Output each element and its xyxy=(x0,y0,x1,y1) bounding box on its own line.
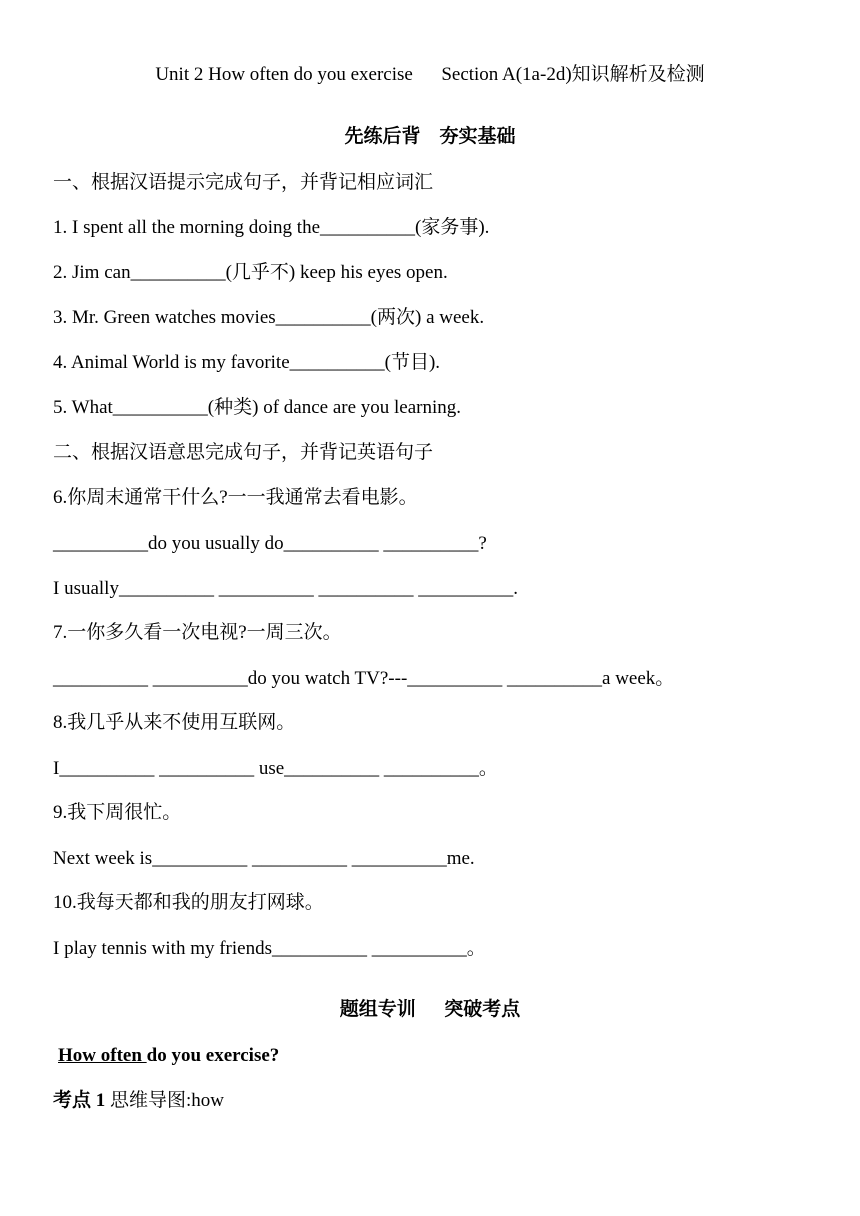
question-9-line: Next week is__________ __________ __________me. xyxy=(53,848,475,869)
key-sentence xyxy=(58,1044,279,1068)
question-4: 4. Animal World is my favorite__________(节目). xyxy=(53,352,441,373)
question-10-line: I play tennis with my friends__________ __________。 xyxy=(53,938,486,959)
doc-title: Unit 2 How often do you exercise Section A(1a-2d)知识解析及检测 xyxy=(155,64,705,85)
part2-heading: 二、根据汉语意思完成句子，并背记英语句子 xyxy=(53,442,434,463)
part1-heading: 一、根据汉语提示完成句子，并背记相应词汇 xyxy=(53,172,434,193)
question-6-line-1: __________do you usually do__________ __________? xyxy=(53,533,487,554)
question-6-line-2: I usually__________ __________ __________ __________. xyxy=(53,578,518,599)
point-1 xyxy=(53,1089,224,1113)
section1-heading: 先练后背 夯实基础 xyxy=(344,126,516,147)
section2-heading: 题组专训 突破考点 xyxy=(339,999,521,1020)
key-sentence-underlined: How often xyxy=(58,1045,147,1066)
question-9-chinese: 9.我下周很忙。 xyxy=(53,802,182,823)
question-1: 1. I spent all the morning doing the__________(家务事). xyxy=(53,217,490,238)
question-10-chinese: 10.我每天都和我的朋友打网球。 xyxy=(53,892,324,913)
question-7-chinese: 7.一你多久看一次电视?一周三次。 xyxy=(53,622,342,643)
question-2: 2. Jim can__________(几乎不) keep his eyes open. xyxy=(53,262,448,283)
question-5: 5. What__________(种类) of dance are you learning. xyxy=(53,397,462,418)
question-8-chinese: 8.我几乎从来不使用互联网。 xyxy=(53,712,296,733)
question-7-line: __________ __________do you watch TV?---__________ __________a week。 xyxy=(53,668,675,689)
point-1-text: 思维导图:how xyxy=(110,1090,225,1111)
key-sentence-rest: do you exercise? xyxy=(146,1045,280,1066)
point-1-label: 考点 1 xyxy=(53,1090,111,1111)
question-6-chinese: 6.你周末通常干什么?一一我通常去看电影。 xyxy=(53,487,418,508)
question-8-line: I__________ __________ use__________ __________。 xyxy=(53,758,498,779)
question-3: 3. Mr. Green watches movies__________(两次) a week. xyxy=(53,307,485,328)
